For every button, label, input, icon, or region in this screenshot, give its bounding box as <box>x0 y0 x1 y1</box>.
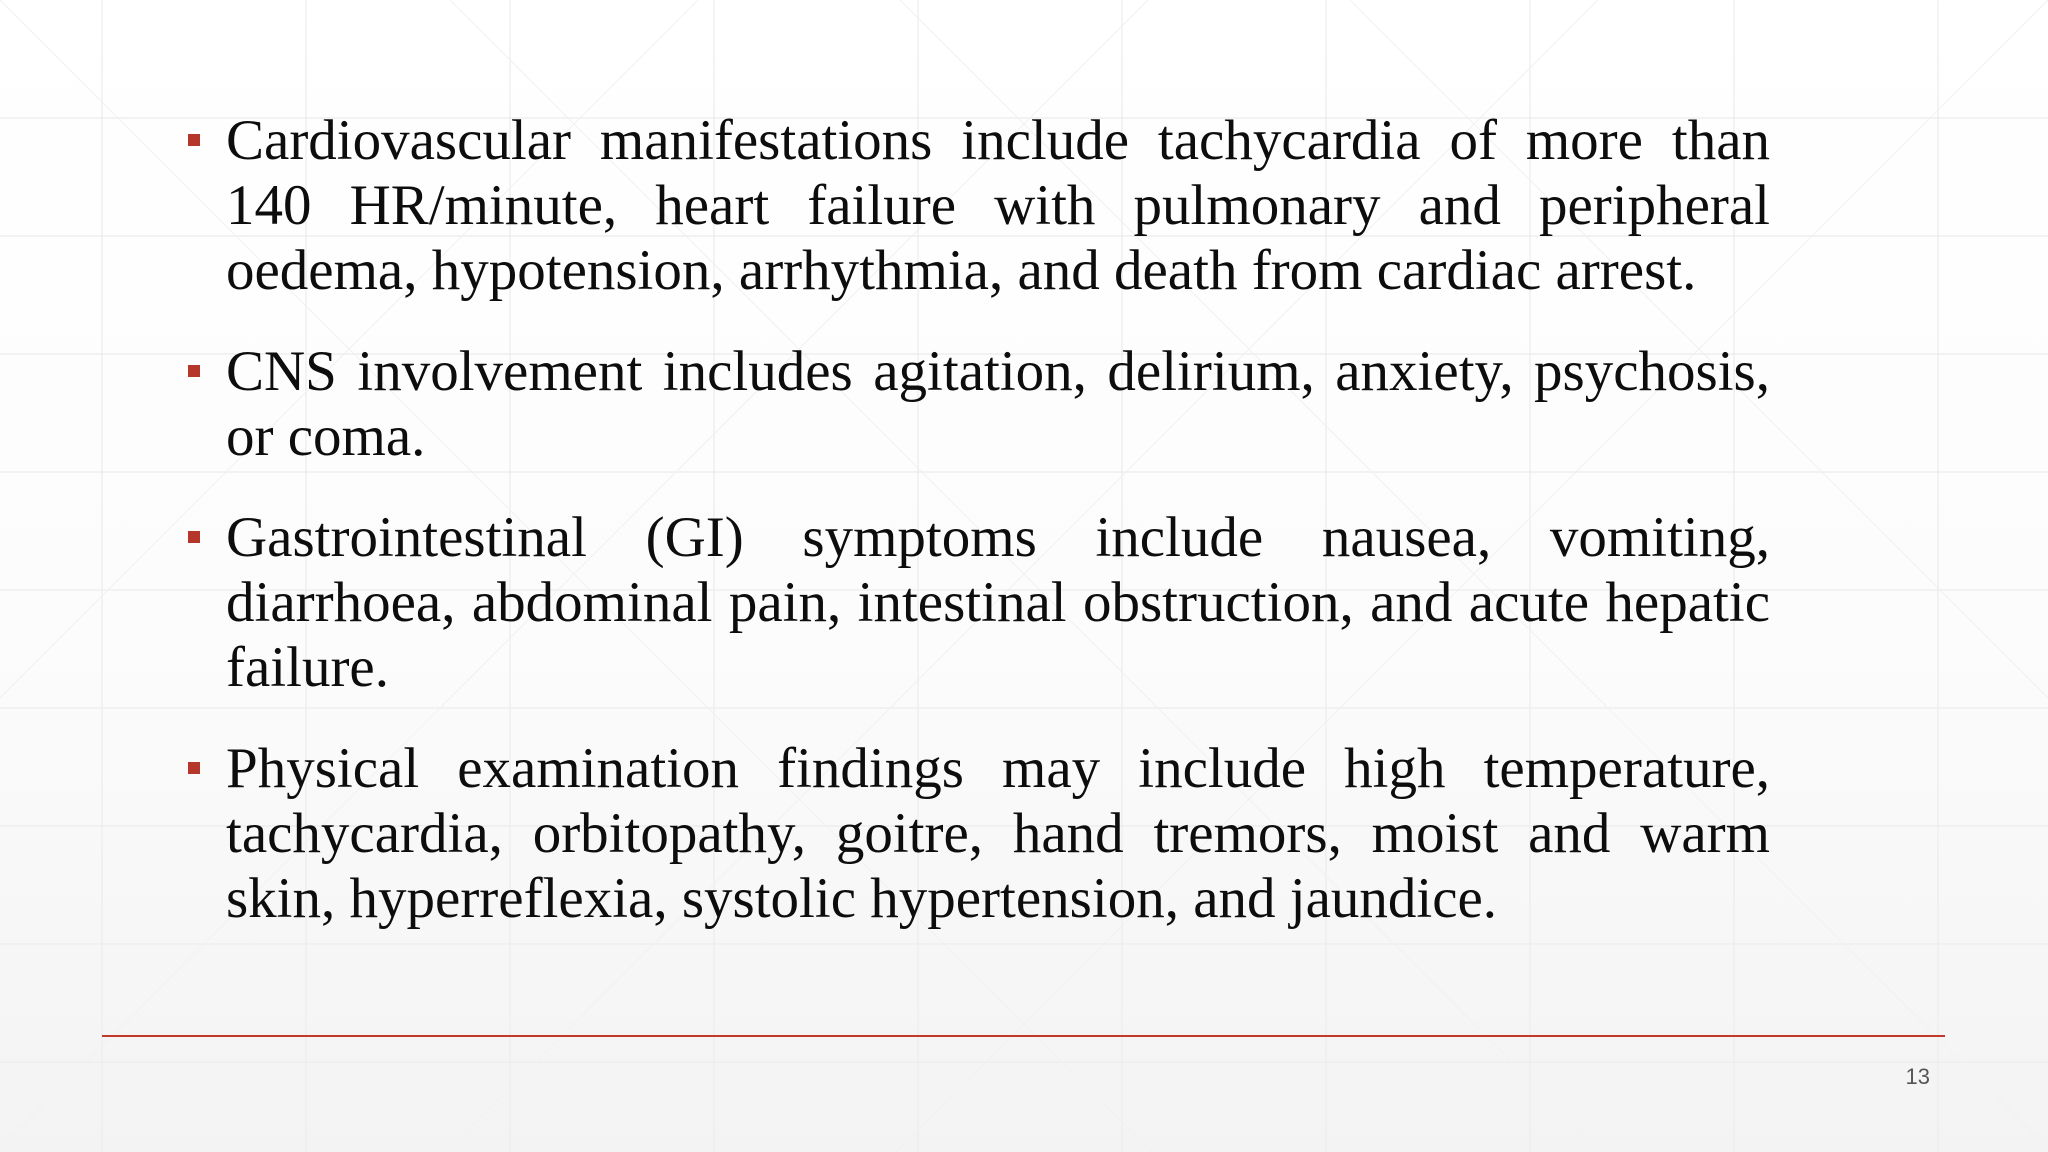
bullet-text: Physical examination findings may include high temperature, tachycardia, orbitopathy, goitre, hand tremors, moist and warm skin, hyperreflexia, systolic hypertension, and jaundice. <box>226 737 1770 930</box>
footer-divider <box>102 1035 1945 1037</box>
bullet-list <box>188 108 1770 967</box>
square-bullet-icon <box>188 531 200 543</box>
bullet-text: Cardiovascular manifestations include tachycardia of more than 140 HR/minute, heart failure with pulmonary and peripheral oedema, hypotension, arrhythmia, and death from cardiac arrest. <box>226 109 1770 302</box>
bullet-item <box>188 339 1770 469</box>
page-number: 13 <box>1905 1064 1930 1089</box>
square-bullet-icon <box>188 134 200 146</box>
bullet-item <box>188 736 1770 931</box>
bullet-item <box>188 505 1770 700</box>
bullet-text: CNS involvement includes agitation, delirium, anxiety, psychosis, or coma. <box>226 340 1770 468</box>
square-bullet-icon <box>188 762 200 774</box>
square-bullet-icon <box>188 365 200 377</box>
bullet-item <box>188 108 1770 303</box>
bullet-text: Gastrointestinal (GI) symptoms include nausea, vomiting, diarrhoea, abdominal pain, intestinal obstruction, and acute hepatic failure. <box>226 506 1770 699</box>
